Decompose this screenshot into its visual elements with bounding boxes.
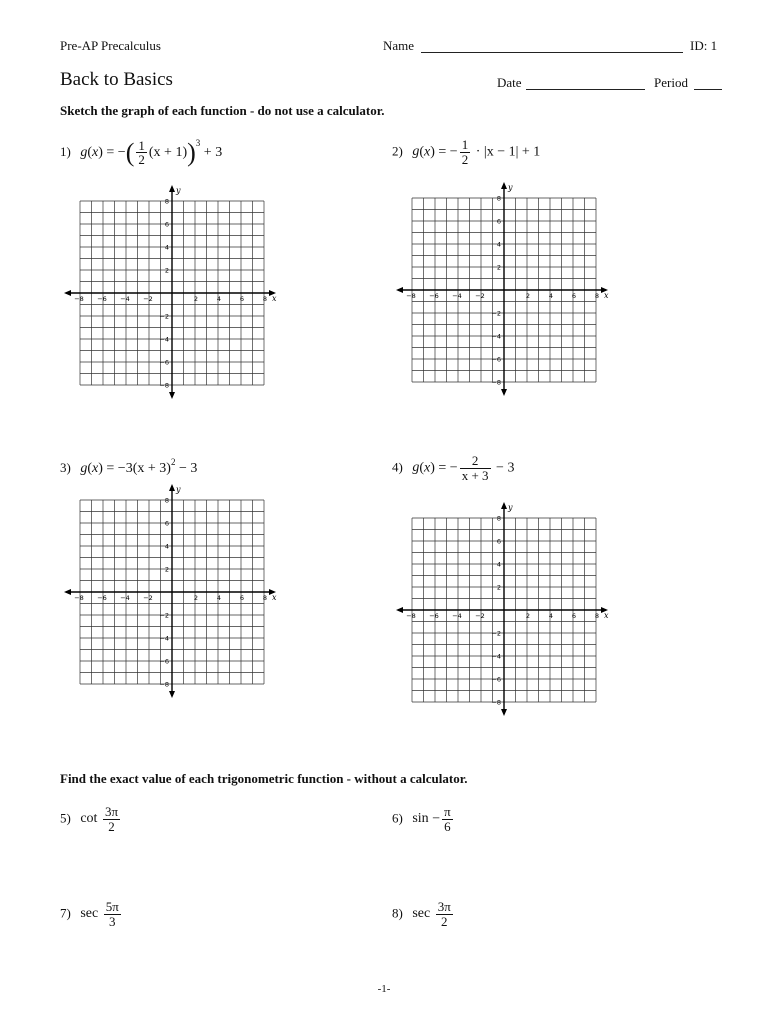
y-tick-label: 6 (164, 220, 169, 229)
expr-part: − 3 (496, 460, 515, 476)
problem-number: 3) (60, 460, 71, 475)
denominator: 2 (461, 151, 469, 167)
x-tick-label: −4 (120, 295, 130, 303)
trig-instruction: Find the exact value of each trigonometric function - without a calculator. (60, 771, 468, 786)
x-tick-label: 8 (594, 612, 600, 620)
y-tick-label: 4 (496, 240, 501, 249)
denominator: 6 (444, 818, 451, 834)
y-tick-label: 2 (164, 565, 169, 574)
y-tick-label: −4 (159, 634, 169, 643)
coordinate-grid-3[interactable] (60, 482, 280, 702)
x-tick-label: −4 (452, 292, 462, 300)
denominator: x + 3 (461, 467, 489, 483)
y-tick-label: −4 (491, 332, 501, 341)
y-tick-label: −6 (159, 358, 169, 367)
trig-function: sin (412, 811, 429, 827)
x-tick-label: 6 (239, 594, 245, 602)
x-tick-label: 6 (239, 295, 245, 303)
x-tick-label: 4 (216, 295, 222, 303)
fraction (436, 900, 453, 928)
name-label: Name (383, 38, 415, 53)
y-tick-label: −8 (491, 378, 501, 387)
problem-1: 1) g(x) = −( $\frac{1}{2}$ (x + 1))$^3$ + 3 (60, 137, 223, 168)
expr-part: x − 1 (486, 144, 516, 160)
expr-part: − 3 (178, 461, 198, 476)
x-tick-label: 6 (571, 612, 577, 620)
trig-function: sec (80, 906, 99, 922)
y-axis-arrow-up-icon (169, 484, 175, 491)
fraction (460, 454, 491, 482)
x-tick-label: −6 (429, 292, 439, 300)
problem-3: 3) $g(x) = -3(x + 3)^2 - 3$ (60, 457, 198, 476)
y-tick-label: 6 (496, 537, 501, 546)
fraction (460, 138, 471, 166)
x-tick-label: 8 (262, 295, 268, 303)
y-tick-label: 8 (496, 514, 501, 523)
y-tick-label: 2 (164, 266, 169, 275)
y-axis-arrow-up-icon (501, 502, 507, 509)
expr-part: = −3 (106, 461, 133, 476)
y-axis-label: y (176, 186, 181, 195)
fraction (442, 805, 453, 833)
x-axis-arrow-left-icon (396, 287, 403, 293)
problem-2: 2) g(x) = − $\frac{1}{2}$ · |x − 1| + 1 (392, 137, 541, 167)
y-axis-label: y (508, 503, 513, 512)
expr-part: + 1 (521, 144, 541, 160)
x-tick-label: −4 (452, 612, 462, 620)
y-tick-label: 4 (164, 243, 169, 252)
x-tick-label: −8 (74, 295, 84, 303)
denominator: 2 (108, 818, 115, 834)
problem-number: 1) (60, 144, 71, 159)
expr-part: x + 3 (137, 461, 167, 476)
x-tick-label: 2 (193, 594, 199, 602)
denominator: 2 (138, 152, 145, 168)
y-axis-label: y (176, 485, 181, 494)
y-tick-label: −4 (491, 652, 501, 661)
x-tick-label: −2 (143, 594, 153, 602)
x-tick-label: −8 (406, 292, 416, 300)
x-tick-label: 2 (193, 295, 199, 303)
y-tick-label: 8 (164, 496, 169, 505)
x-axis-label: x (604, 291, 609, 300)
y-axis-arrow-up-icon (169, 185, 175, 192)
expr-part: = − (438, 460, 458, 476)
y-tick-label: 6 (496, 217, 501, 226)
problem-number: 7) (60, 905, 71, 921)
graph-instruction: Sketch the graph of each function - do not use a calculator. (60, 103, 385, 118)
x-tick-label: 4 (216, 594, 222, 602)
y-axis-arrow-down-icon (169, 392, 175, 399)
problem-5 (60, 805, 122, 833)
function-name: g (80, 461, 88, 476)
y-tick-label: 4 (496, 560, 501, 569)
x-axis-label: x (272, 294, 277, 303)
x-tick-label: 4 (548, 292, 554, 300)
y-tick-label: −8 (491, 698, 501, 707)
y-tick-label: −2 (159, 611, 169, 620)
y-tick-label: −8 (159, 381, 169, 390)
expr-part: = − (106, 145, 126, 160)
denominator: 2 (441, 913, 448, 929)
y-axis-arrow-up-icon (501, 182, 507, 189)
x-tick-label: 2 (525, 612, 531, 620)
y-axis-arrow-down-icon (501, 709, 507, 716)
problem-number: 6) (392, 810, 403, 826)
function-name: g (412, 144, 420, 160)
x-tick-label: −8 (74, 594, 84, 602)
course-name: Pre-AP Precalculus (60, 38, 161, 53)
x-tick-label: −6 (97, 295, 107, 303)
fraction (136, 139, 147, 167)
coordinate-grid-4[interactable] (392, 500, 612, 720)
y-tick-label: −6 (491, 675, 501, 684)
problem-7 (60, 900, 123, 928)
y-axis-arrow-down-icon (169, 691, 175, 698)
x-tick-label: 6 (571, 292, 577, 300)
exponent: 2 (170, 457, 176, 467)
y-tick-label: 8 (496, 194, 501, 203)
function-variable: x (424, 460, 431, 476)
x-tick-label: −2 (475, 292, 485, 300)
x-axis-arrow-left-icon (64, 290, 71, 296)
y-axis-label: y (508, 183, 513, 192)
expr-part: + 3 (203, 145, 223, 160)
period-label: Period (654, 75, 688, 90)
problem-4: 4) g(x) = − $\frac{2}{x + 3}$ − 3 (392, 453, 515, 483)
numerator: π (444, 804, 451, 819)
x-tick-label: −8 (406, 612, 416, 620)
x-tick-label: 8 (262, 594, 268, 602)
y-tick-label: −4 (159, 335, 169, 344)
y-tick-label: 8 (164, 197, 169, 206)
y-tick-label: −2 (491, 629, 501, 638)
problem-number: 4) (392, 459, 403, 475)
x-axis-label: x (272, 593, 277, 602)
coordinate-grid-2[interactable] (392, 180, 612, 400)
exponent: 3 (195, 138, 201, 148)
x-axis-label: x (604, 611, 609, 620)
expr-part: · (475, 144, 481, 160)
problem-number: 2) (392, 143, 403, 159)
x-tick-label: 2 (525, 292, 531, 300)
y-tick-label: −6 (491, 355, 501, 364)
numerator: 1 (461, 137, 469, 152)
numerator: 5π (105, 899, 119, 914)
x-tick-label: −4 (120, 594, 130, 602)
id-label: ID: 1 (690, 38, 718, 53)
x-axis-arrow-left-icon (64, 589, 71, 595)
expr-part: x + 1 (153, 145, 183, 160)
problem-6 (392, 805, 455, 833)
function-name: g (412, 460, 420, 476)
page-number: -1- (377, 983, 391, 995)
trig-function: sec (412, 906, 431, 922)
y-tick-label: 6 (164, 519, 169, 528)
y-tick-label: −6 (159, 657, 169, 666)
function-variable: x (92, 145, 99, 160)
numerator: 3π (437, 899, 451, 914)
y-tick-label: −2 (491, 309, 501, 318)
sign: − (432, 811, 441, 827)
problem-number: 5) (60, 810, 71, 826)
x-axis-arrow-left-icon (396, 607, 403, 613)
problem-number: 8) (392, 905, 403, 921)
function-variable: x (424, 144, 431, 160)
trig-function: cot (80, 811, 98, 827)
problem-8 (392, 900, 455, 928)
worksheet-title: Back to Basics (60, 69, 173, 90)
x-tick-label: −6 (429, 612, 439, 620)
function-name: g (80, 145, 88, 160)
x-tick-label: −2 (475, 612, 485, 620)
numerator: 1 (138, 137, 145, 153)
fraction (104, 900, 121, 928)
fraction (103, 805, 120, 833)
function-variable: x (92, 461, 99, 476)
name-blank[interactable] (421, 52, 683, 53)
y-tick-label: 4 (164, 542, 169, 551)
denominator: 3 (109, 913, 116, 929)
date-blank[interactable] (526, 89, 645, 90)
numerator: 2 (460, 454, 491, 469)
y-tick-label: 2 (496, 263, 501, 272)
y-tick-label: 2 (496, 583, 501, 592)
y-tick-label: −2 (159, 312, 169, 321)
y-tick-label: −8 (159, 680, 169, 689)
x-tick-label: 8 (594, 292, 600, 300)
expr-part: = − (438, 144, 458, 160)
period-blank[interactable] (694, 89, 722, 90)
coordinate-grid-1[interactable] (60, 183, 280, 403)
y-axis-arrow-down-icon (501, 389, 507, 396)
x-tick-label: 4 (548, 612, 554, 620)
date-label: Date (497, 75, 522, 90)
numerator: 3π (104, 804, 119, 819)
x-tick-label: −6 (97, 594, 107, 602)
x-tick-label: −2 (143, 295, 153, 303)
